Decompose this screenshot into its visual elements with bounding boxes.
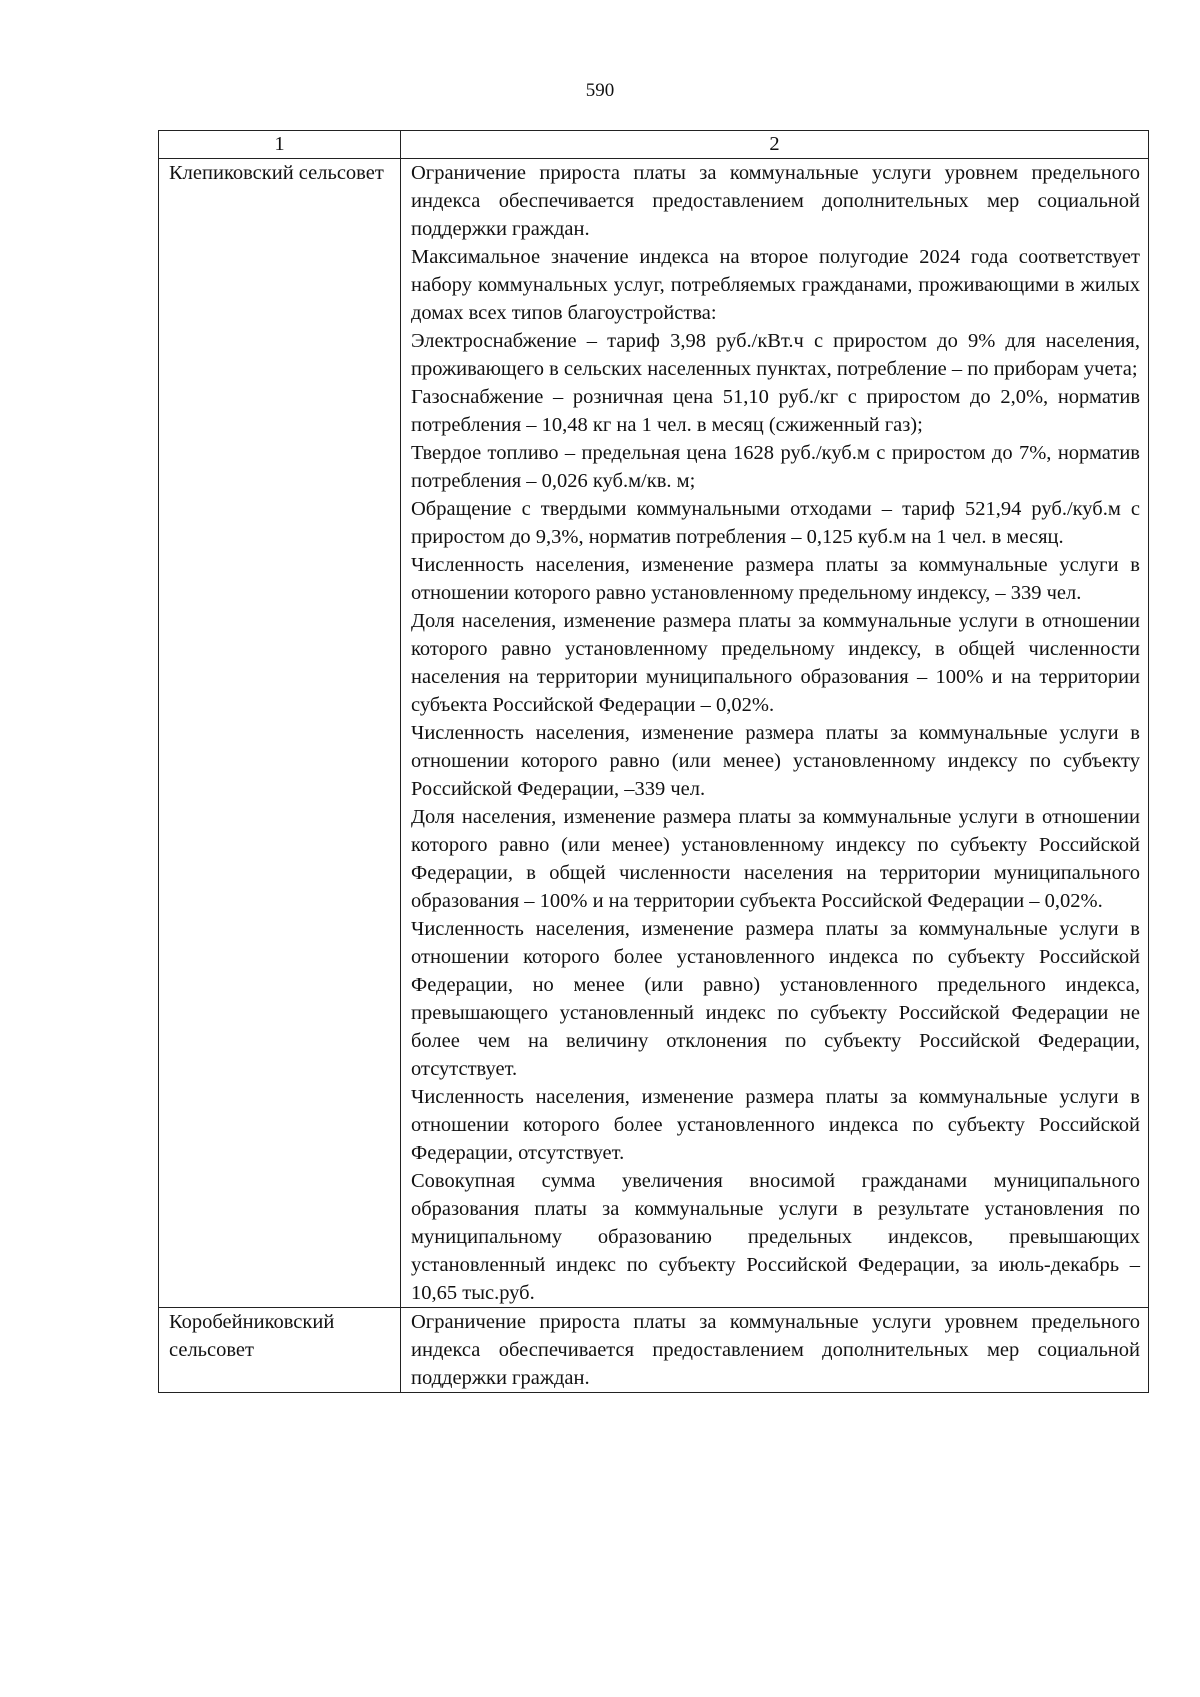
- description-paragraph: Численность населения, изменение размера платы за коммунальные услуги в отношении которого более установленного индекса по субъекту Российской Федерации, но менее (или равно) установленного предельного индекса, превышающего установленный индекс по субъекту Российской Федерации не более чем на величину отклонения по субъекту Российской Федерации, отсутствует.: [411, 918, 1140, 1080]
- column-header-1: 1: [159, 131, 401, 159]
- municipality-name: Коробейниковский сельсовет: [159, 1308, 401, 1393]
- table-row: [159, 159, 1149, 1308]
- table-header-row: [159, 131, 1149, 159]
- municipality-table: [158, 130, 1149, 1393]
- column-header-2: 2: [401, 131, 1149, 159]
- table-body: [159, 159, 1149, 1393]
- description-paragraph: Газоснабжение – розничная цена 51,10 руб./кг с приростом до 2,0%, норматив потребления – 10,48 кг на 1 чел. в месяц (сжиженный газ);: [411, 386, 1140, 436]
- description-paragraph: Численность населения, изменение размера платы за коммунальные услуги в отношении которого более установленного индекса по субъекту Российской Федерации, отсутствует.: [411, 1086, 1140, 1164]
- description-paragraph: Ограничение прироста платы за коммунальные услуги уровнем предельного индекса обеспечивается предоставлением дополнительных мер социальной поддержки граждан.: [411, 162, 1140, 240]
- description-paragraph: Электроснабжение – тариф 3,98 руб./кВт.ч с приростом до 9% для населения, проживающего в сельских населенных пунктах, потребление – по приборам учета;: [411, 330, 1140, 380]
- description-paragraph: Ограничение прироста платы за коммунальные услуги уровнем предельного индекса обеспечивается предоставлением дополнительных мер социальной поддержки граждан.: [411, 1311, 1140, 1389]
- description-paragraph: Обращение с твердыми коммунальными отходами – тариф 521,94 руб./куб.м с приростом до 9,3%, норматив потребления – 0,125 куб.м на 1 чел. в месяц.: [411, 498, 1140, 548]
- description-cell: [401, 1308, 1149, 1393]
- description-paragraph: Численность населения, изменение размера платы за коммунальные услуги в отношении которого равно (или менее) установленному индексу по субъекту Российской Федерации, –339 чел.: [411, 722, 1140, 800]
- description-paragraph: Доля населения, изменение размера платы за коммунальные услуги в отношении которого равно (или менее) установленному индексу по субъекту Российской Федерации, в общей численности населения на территории муниципального образования – 100% и на территории субъекта Российской Федерации – 0,02%.: [411, 806, 1140, 912]
- page-number: 590: [585, 80, 615, 101]
- table-row: [159, 1308, 1149, 1393]
- description-paragraph: Численность населения, изменение размера платы за коммунальные услуги в отношении которого равно установленному предельному индексу, – 339 чел.: [411, 554, 1140, 604]
- description-paragraph: Максимальное значение индекса на второе полугодие 2024 года соответствует набору коммунальных услуг, потребляемых гражданами, проживающими в жилых домах всех типов благоустройства:: [411, 246, 1140, 324]
- description-paragraph: Совокупная сумма увеличения вносимой гражданами муниципального образования платы за коммунальные услуги в результате установления по муниципальному образованию предельных индексов, превышающих установленный индекс по субъекту Российской Федерации, за июль-декабрь – 10,65 тыс.руб.: [411, 1170, 1140, 1304]
- description-paragraph: Твердое топливо – предельная цена 1628 руб./куб.м с приростом до 7%, норматив потребления – 0,026 куб.м/кв. м;: [411, 442, 1140, 492]
- municipality-name: Клепиковский сельсовет: [159, 159, 401, 1308]
- description-paragraph: Доля населения, изменение размера платы за коммунальные услуги в отношении которого равно установленному предельному индексу, в общей численности населения на территории муниципального образования – 100% и на территории субъекта Российской Федерации – 0,02%.: [411, 610, 1140, 716]
- description-cell: [401, 159, 1149, 1308]
